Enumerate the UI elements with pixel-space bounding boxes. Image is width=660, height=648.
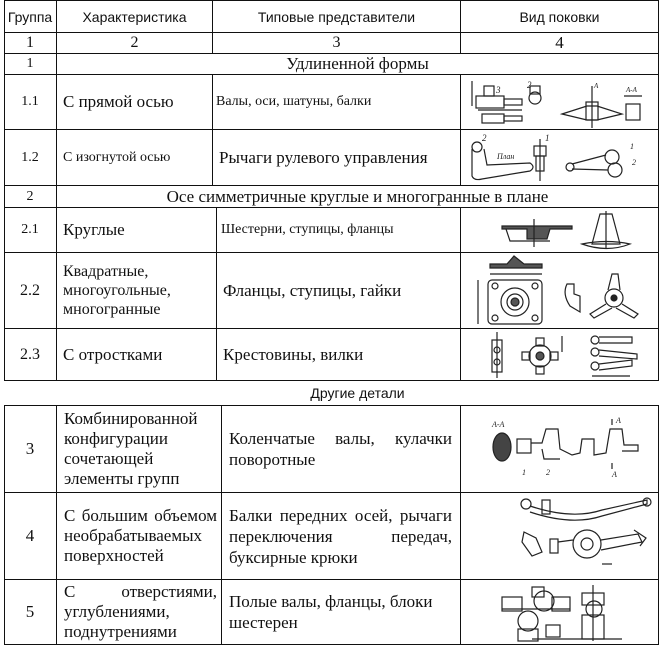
row-characteristic: Квадратные, многоугольные, многогранные (63, 263, 171, 318)
figure-label: А-А (492, 420, 505, 429)
column-number: 2 (130, 34, 139, 51)
row-representatives: Валы, оси, шатуны, балки (216, 94, 372, 109)
figure-label: 1 (630, 142, 634, 151)
row-group: 3 (25, 439, 35, 458)
row-group: 2.3 (20, 345, 40, 363)
forging-with-branches-drawing (462, 330, 657, 379)
section-group-number: 1 (26, 56, 34, 71)
figure-label: 2 (482, 133, 487, 143)
row-characteristic: С большим объемом необрабатываемых поверхностей (64, 506, 217, 565)
header-forging-type: Вид поковки (519, 8, 600, 25)
row-group: 1.1 (21, 94, 39, 109)
hline (4, 644, 659, 645)
section-title: Осе симметричные круглые и многогранные в плане (166, 186, 549, 206)
row-representatives: Рычаги рулевого управления (219, 147, 428, 167)
header-group: Группа (7, 8, 53, 25)
figure-label: А (594, 82, 599, 90)
figure-label: 1 (545, 133, 550, 143)
row-characteristic: С отростками (63, 344, 163, 364)
column-number: 1 (26, 34, 34, 51)
forging-straight-axis-drawing (462, 76, 657, 128)
column-number: 4 (555, 33, 564, 52)
row-characteristic: Комбинированной конфигурации сочетающей элементы групп (64, 409, 198, 488)
figure-label: 2 (527, 80, 532, 90)
header-representatives: Типовые представители (257, 8, 416, 25)
row-characteristic: Круглые (63, 220, 125, 239)
forging-crankshaft-drawing (462, 407, 657, 491)
section-group-number: 2 (26, 188, 34, 204)
figure-label: А (612, 470, 617, 479)
vline (460, 207, 461, 381)
row-representatives: Шестерни, ступицы, фланцы (221, 222, 394, 237)
row-representatives: Фланцы, ступицы, гайки (223, 280, 402, 300)
figure-label: План (497, 152, 515, 161)
figure-label: 2 (546, 468, 550, 477)
row-group: 4 (25, 526, 35, 545)
row-representatives: Балки передних осей, рычаги переключения передач, буксирные крюки (229, 505, 452, 567)
forging-square-polygonal-drawing (462, 254, 657, 327)
figure-label: А-А (626, 86, 637, 94)
column-number: 3 (332, 34, 341, 51)
vline (460, 405, 461, 645)
row-representatives: Коленчатые валы, кулачки поворотные (229, 429, 452, 469)
row-characteristic: С отверстиями, углублениями, поднутрениями (64, 582, 217, 641)
row-representatives: Полые валы, фланцы, блоки шестерен (229, 592, 433, 632)
figure-label: 2 (632, 158, 636, 167)
hline (4, 380, 659, 381)
forging-bent-axis-drawing (462, 131, 657, 184)
forging-hollow-block-drawing (462, 581, 657, 643)
section-title: Удлиненной формы (286, 54, 429, 73)
row-group: 1.2 (21, 149, 39, 165)
row-characteristic: С прямой осью (63, 92, 174, 111)
figure-label: А (616, 416, 621, 425)
figure-label: 3 (496, 85, 501, 95)
vline (658, 0, 659, 381)
forging-beam-lever-drawing (462, 494, 657, 578)
row-representatives: Крестовины, вилки (223, 344, 364, 364)
row-group: 2.1 (21, 222, 39, 237)
row-group: 2.2 (20, 281, 40, 299)
forging-round-drawing (462, 209, 657, 251)
vline (658, 405, 659, 645)
figure-label: 1 (522, 468, 526, 477)
section-title: Другие детали (310, 385, 405, 401)
vline (460, 74, 461, 186)
row-characteristic: С изогнутой осью (63, 149, 171, 165)
header-characteristic: Характеристика (82, 8, 187, 25)
row-group: 5 (25, 602, 35, 621)
